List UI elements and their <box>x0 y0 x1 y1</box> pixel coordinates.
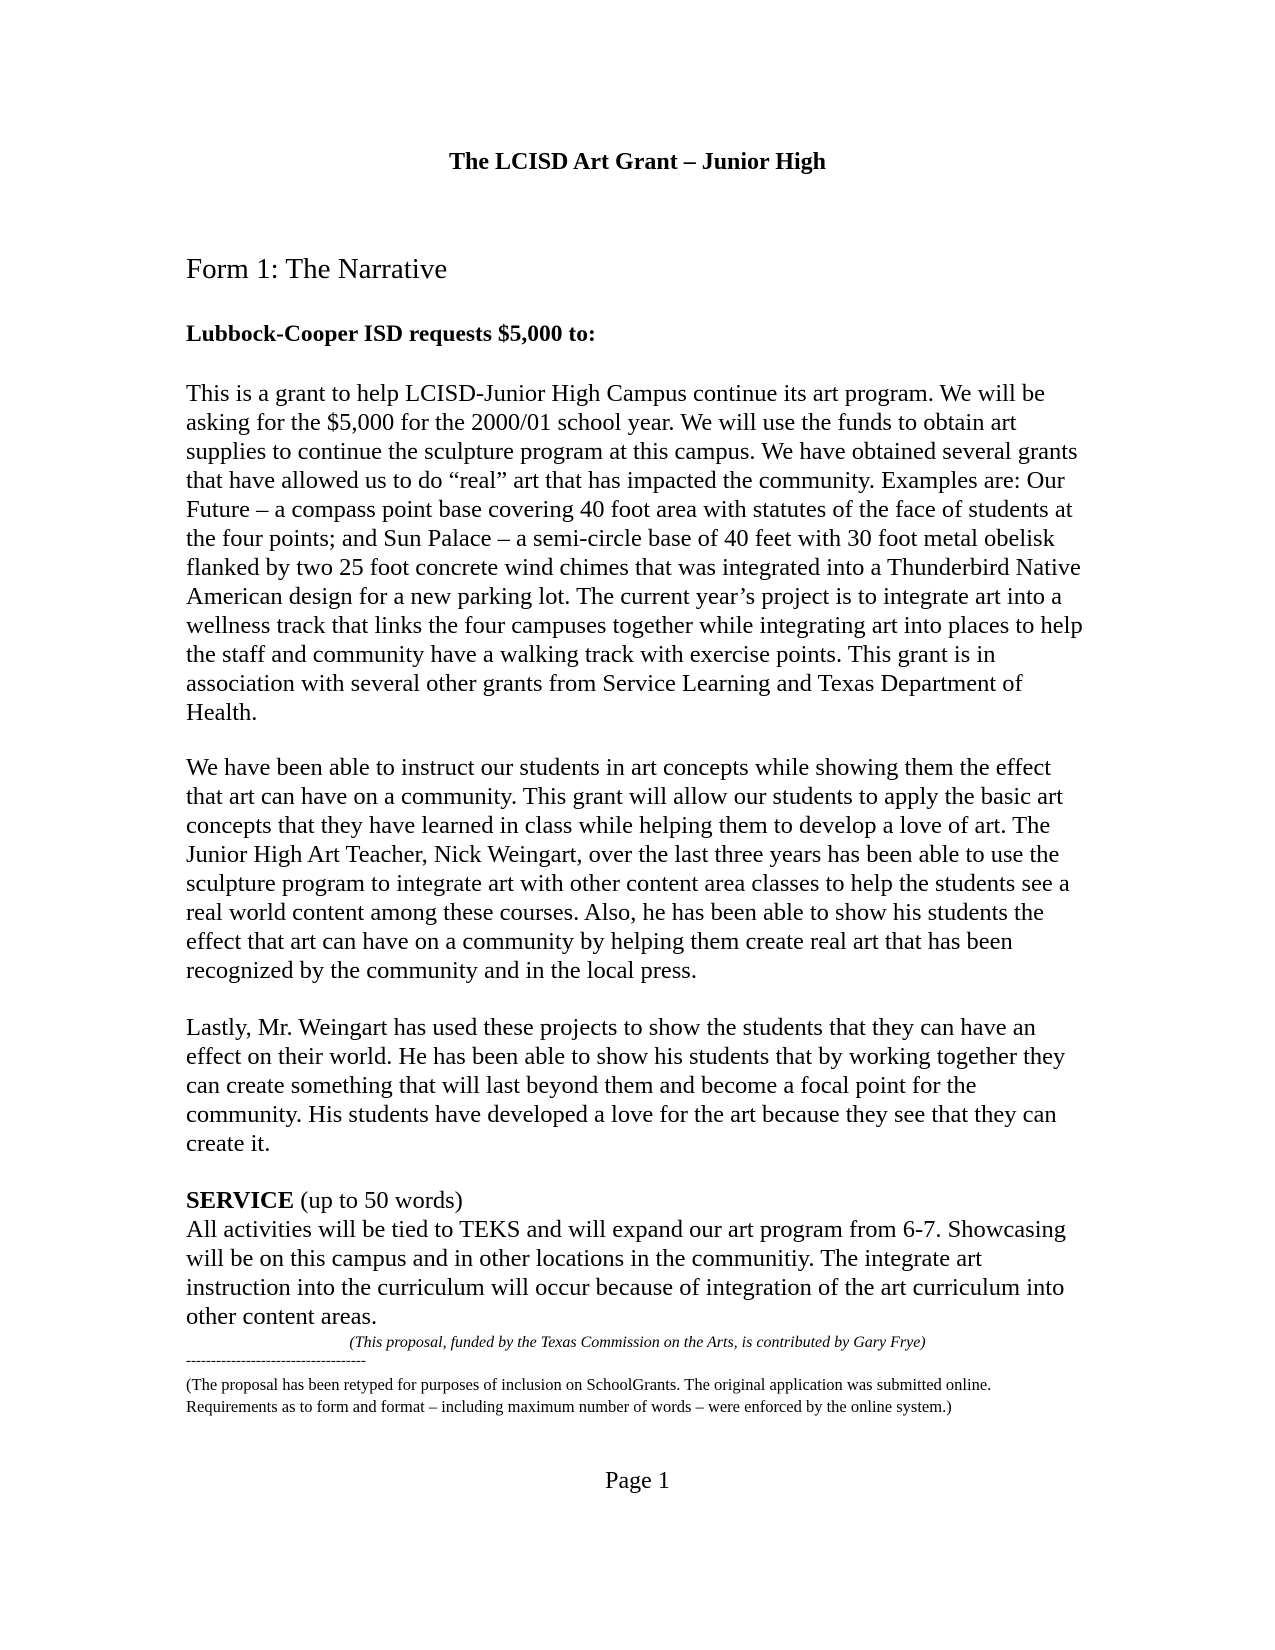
service-section <box>186 1186 1086 1331</box>
document-title: The LCISD Art Grant – Junior High <box>449 149 826 175</box>
narrative-paragraph-2: We have been able to instruct our students in art concepts while showing them the effect that art can have on a community. This grant will allow our students to apply the basic art concepts that they have learned in class while helping them to develop a love of art. The Junior High Art Teacher, Nick Weingart, over the last three years has been able to use the sculpture program to integrate art with other content area classes to help the students see a real world content among these courses. Also, he has been able to show his students the effect that art can have on a community by helping them create real art that has been recognized by the community and in the local press. <box>186 754 1070 984</box>
page-number: Page 1 <box>605 1468 670 1494</box>
request-heading: Lubbock-Cooper ISD requests $5,000 to: <box>186 321 596 347</box>
service-word-limit: (up to 50 words) <box>294 1187 463 1214</box>
form-heading: Form 1: The Narrative <box>186 253 448 285</box>
service-label: SERVICE <box>186 1187 295 1214</box>
narrative-paragraph-1: This is a grant to help LCISD-Junior High Campus continue its art program. We will be asking for the $5,000 for the 2000/01 school year. We will use the funds to obtain art supplies to continue the sculpture program at this campus. We have obtained several grants that have allowed us to do “real” art that has impacted the community. Examples are: Our Future – a compass point base covering 40 foot area with statutes of the face of students at the four points; and Sun Palace – a semi-circle base of 40 feet with 30 foot metal obelisk flanked by two 25 foot concrete wind chimes that was integrated into a Thunderbird Native American design for a new parking lot. The current year’s project is to integrate art into a wellness track that links the four campuses together while integrating art into places to help the staff and community have a walking track with exercise points. This grant is in association with several other grants from Service Learning and Texas Department of Health. <box>186 380 1083 726</box>
footnote: (The proposal has been retyped for purposes of inclusion on SchoolGrants. The original application was submitted online. Requirements as to form and format – including maximum number of words – were enforced by the online system.) <box>186 1375 992 1416</box>
service-text: All activities will be tied to TEKS and will expand our art program from 6-7. Showcasing will be on this campus and in other locations in the communitiy. The integrate art instruction into the curriculum will occur because of integration of the art curriculum into other content areas. <box>186 1216 1067 1330</box>
footnote-divider: ------------------------------------ <box>186 1353 366 1369</box>
attribution-note: (This proposal, funded by the Texas Commission on the Arts, is contributed by Gary Frye) <box>349 1334 926 1351</box>
service-heading <box>186 1186 1086 1215</box>
narrative-paragraph-3: Lastly, Mr. Weingart has used these projects to show the students that they can have an effect on their world. He has been able to show his students that by working together they can create something that will last beyond them and become a focal point for the community. His students have developed a love for the art because they see that they can create it. <box>186 1014 1066 1157</box>
